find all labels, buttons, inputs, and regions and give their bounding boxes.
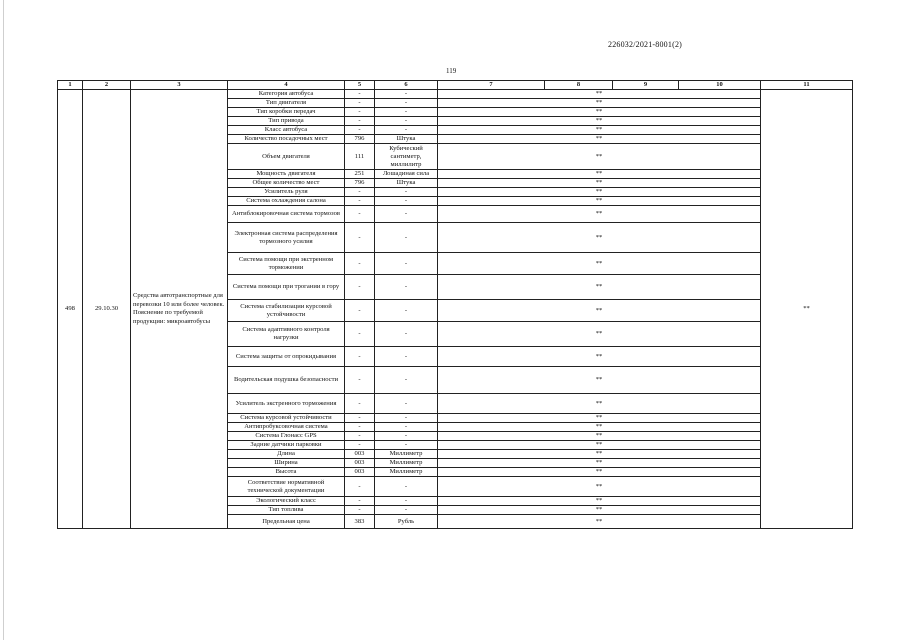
column-11-value: ** xyxy=(761,90,853,529)
unit-code: - xyxy=(345,188,375,197)
characteristic-value: ** xyxy=(438,414,761,423)
characteristic-name: Мощность двигателя xyxy=(228,170,345,179)
unit-code: - xyxy=(345,197,375,206)
unit-code: - xyxy=(345,99,375,108)
characteristic-name: Система помощи при экстренном торможении xyxy=(228,253,345,275)
characteristic-value: ** xyxy=(438,468,761,477)
characteristic-value: ** xyxy=(438,223,761,253)
unit-code: - xyxy=(345,414,375,423)
characteristic-name: Общее количество мест xyxy=(228,179,345,188)
column-number-row xyxy=(58,81,853,90)
unit-code: 003 xyxy=(345,468,375,477)
unit-code: - xyxy=(345,90,375,99)
characteristic-value: ** xyxy=(438,367,761,394)
characteristic-name: Антиблокировочная система тормозов xyxy=(228,206,345,223)
characteristic-value: ** xyxy=(438,515,761,529)
unit-code: - xyxy=(345,497,375,506)
characteristic-value: ** xyxy=(438,459,761,468)
characteristic-name: Длина xyxy=(228,450,345,459)
characteristic-value: ** xyxy=(438,394,761,414)
unit-name: - xyxy=(375,117,438,126)
unit-name: - xyxy=(375,108,438,117)
unit-code: - xyxy=(345,477,375,497)
characteristic-name: Система помощи при трогании в гору xyxy=(228,275,345,300)
characteristic-value: ** xyxy=(438,497,761,506)
unit-name: - xyxy=(375,367,438,394)
unit-name: Миллиметр xyxy=(375,468,438,477)
unit-code: - xyxy=(345,423,375,432)
characteristic-value: ** xyxy=(438,99,761,108)
column-header: 9 xyxy=(613,81,679,90)
characteristic-name: Количество посадочных мест xyxy=(228,135,345,144)
item-number: 498 xyxy=(58,90,83,529)
unit-code: 383 xyxy=(345,515,375,529)
unit-name: - xyxy=(375,188,438,197)
unit-name: Штука xyxy=(375,135,438,144)
characteristic-value: ** xyxy=(438,108,761,117)
specification-table xyxy=(57,80,853,529)
characteristic-name: Тип двигателя xyxy=(228,99,345,108)
unit-code: - xyxy=(345,441,375,450)
characteristic-name: Водительская подушка безопасности xyxy=(228,367,345,394)
characteristic-value: ** xyxy=(438,179,761,188)
column-header: 8 xyxy=(545,81,613,90)
unit-code: - xyxy=(345,432,375,441)
unit-code: - xyxy=(345,394,375,414)
unit-code: - xyxy=(345,322,375,347)
characteristic-name: Тип коробки передач xyxy=(228,108,345,117)
unit-code: 796 xyxy=(345,179,375,188)
characteristic-name: Тип топлива xyxy=(228,506,345,515)
column-header: 1 xyxy=(58,81,83,90)
unit-name: - xyxy=(375,322,438,347)
unit-name: - xyxy=(375,441,438,450)
characteristic-name: Система курсовой устойчивости xyxy=(228,414,345,423)
characteristic-value: ** xyxy=(438,275,761,300)
unit-code: - xyxy=(345,126,375,135)
characteristic-name: Предельная цена xyxy=(228,515,345,529)
characteristic-name: Электронная система распределения тормозного усилия xyxy=(228,223,345,253)
unit-name: - xyxy=(375,223,438,253)
characteristic-value: ** xyxy=(438,206,761,223)
characteristic-name: Высота xyxy=(228,468,345,477)
unit-name: Миллиметр xyxy=(375,459,438,468)
unit-code: 796 xyxy=(345,135,375,144)
table-body xyxy=(58,90,853,529)
unit-name: - xyxy=(375,394,438,414)
unit-name: Лошадиная сила xyxy=(375,170,438,179)
unit-code: - xyxy=(345,506,375,515)
table-row xyxy=(58,90,853,99)
characteristic-name: Система адаптивного контроля нагрузки xyxy=(228,322,345,347)
column-header: 11 xyxy=(761,81,853,90)
characteristic-value: ** xyxy=(438,506,761,515)
characteristic-value: ** xyxy=(438,432,761,441)
characteristic-name: Усилитель экстренного торможения xyxy=(228,394,345,414)
characteristic-value: ** xyxy=(438,90,761,99)
unit-name: - xyxy=(375,432,438,441)
unit-code: 003 xyxy=(345,459,375,468)
characteristic-value: ** xyxy=(438,322,761,347)
characteristic-value: ** xyxy=(438,135,761,144)
unit-name: - xyxy=(375,90,438,99)
column-header: 4 xyxy=(228,81,345,90)
characteristic-name: Категория автобуса xyxy=(228,90,345,99)
unit-name: - xyxy=(375,275,438,300)
unit-code: - xyxy=(345,347,375,367)
characteristic-name: Задние датчики парковки xyxy=(228,441,345,450)
unit-name: - xyxy=(375,197,438,206)
characteristic-name: Антипробуксовочная система xyxy=(228,423,345,432)
characteristic-name: Ширина xyxy=(228,459,345,468)
unit-name: Миллиметр xyxy=(375,450,438,459)
page-number: 119 xyxy=(446,67,457,75)
unit-code: - xyxy=(345,206,375,223)
unit-name: - xyxy=(375,126,438,135)
characteristic-value: ** xyxy=(438,450,761,459)
unit-name: - xyxy=(375,477,438,497)
characteristic-name: Экологический класс xyxy=(228,497,345,506)
characteristic-name: Система Глонасс GPS xyxy=(228,432,345,441)
column-header: 7 xyxy=(438,81,545,90)
unit-code: - xyxy=(345,108,375,117)
unit-name: - xyxy=(375,99,438,108)
characteristic-name: Объем двигателя xyxy=(228,144,345,170)
unit-name: - xyxy=(375,300,438,322)
unit-code: 111 xyxy=(345,144,375,170)
characteristic-value: ** xyxy=(438,347,761,367)
unit-name: - xyxy=(375,506,438,515)
unit-name: Рубль xyxy=(375,515,438,529)
item-name: Средства автотранспортные для перевозки 10 или более человек. Пояснение по требуемой продукции: микроавтобусы xyxy=(131,90,228,529)
unit-code: - xyxy=(345,275,375,300)
characteristic-name: Система охлаждения салона xyxy=(228,197,345,206)
characteristic-name: Соответствие нормативной технической документации xyxy=(228,477,345,497)
item-code: 29.10.30 xyxy=(83,90,131,529)
scan-edge-line xyxy=(3,0,4,640)
characteristic-name: Тип привода xyxy=(228,117,345,126)
unit-code: - xyxy=(345,367,375,394)
document-id: 226032/2021-8001(2) xyxy=(608,40,683,49)
characteristic-name: Усилитель руля xyxy=(228,188,345,197)
column-header: 5 xyxy=(345,81,375,90)
characteristic-name: Класс автобуса xyxy=(228,126,345,135)
unit-name: - xyxy=(375,423,438,432)
unit-code: - xyxy=(345,253,375,275)
unit-name: - xyxy=(375,414,438,423)
characteristic-value: ** xyxy=(438,188,761,197)
column-header: 10 xyxy=(679,81,761,90)
unit-name: Штука xyxy=(375,179,438,188)
characteristic-value: ** xyxy=(438,441,761,450)
column-header: 3 xyxy=(131,81,228,90)
unit-name: - xyxy=(375,347,438,367)
unit-code: - xyxy=(345,300,375,322)
characteristic-name: Система стабилизации курсовой устойчивости xyxy=(228,300,345,322)
characteristic-value: ** xyxy=(438,197,761,206)
characteristic-name: Система защиты от опрокидывания xyxy=(228,347,345,367)
characteristic-value: ** xyxy=(438,144,761,170)
characteristic-value: ** xyxy=(438,126,761,135)
unit-code: 251 xyxy=(345,170,375,179)
characteristic-value: ** xyxy=(438,253,761,275)
unit-code: - xyxy=(345,223,375,253)
characteristic-value: ** xyxy=(438,300,761,322)
unit-code: - xyxy=(345,117,375,126)
characteristic-value: ** xyxy=(438,170,761,179)
unit-code: 003 xyxy=(345,450,375,459)
unit-name: - xyxy=(375,497,438,506)
unit-name: Кубический сантиметр, миллилитр xyxy=(375,144,438,170)
characteristic-value: ** xyxy=(438,477,761,497)
unit-name: - xyxy=(375,206,438,223)
characteristic-value: ** xyxy=(438,117,761,126)
unit-name: - xyxy=(375,253,438,275)
column-header: 6 xyxy=(375,81,438,90)
column-header: 2 xyxy=(83,81,131,90)
characteristic-value: ** xyxy=(438,423,761,432)
